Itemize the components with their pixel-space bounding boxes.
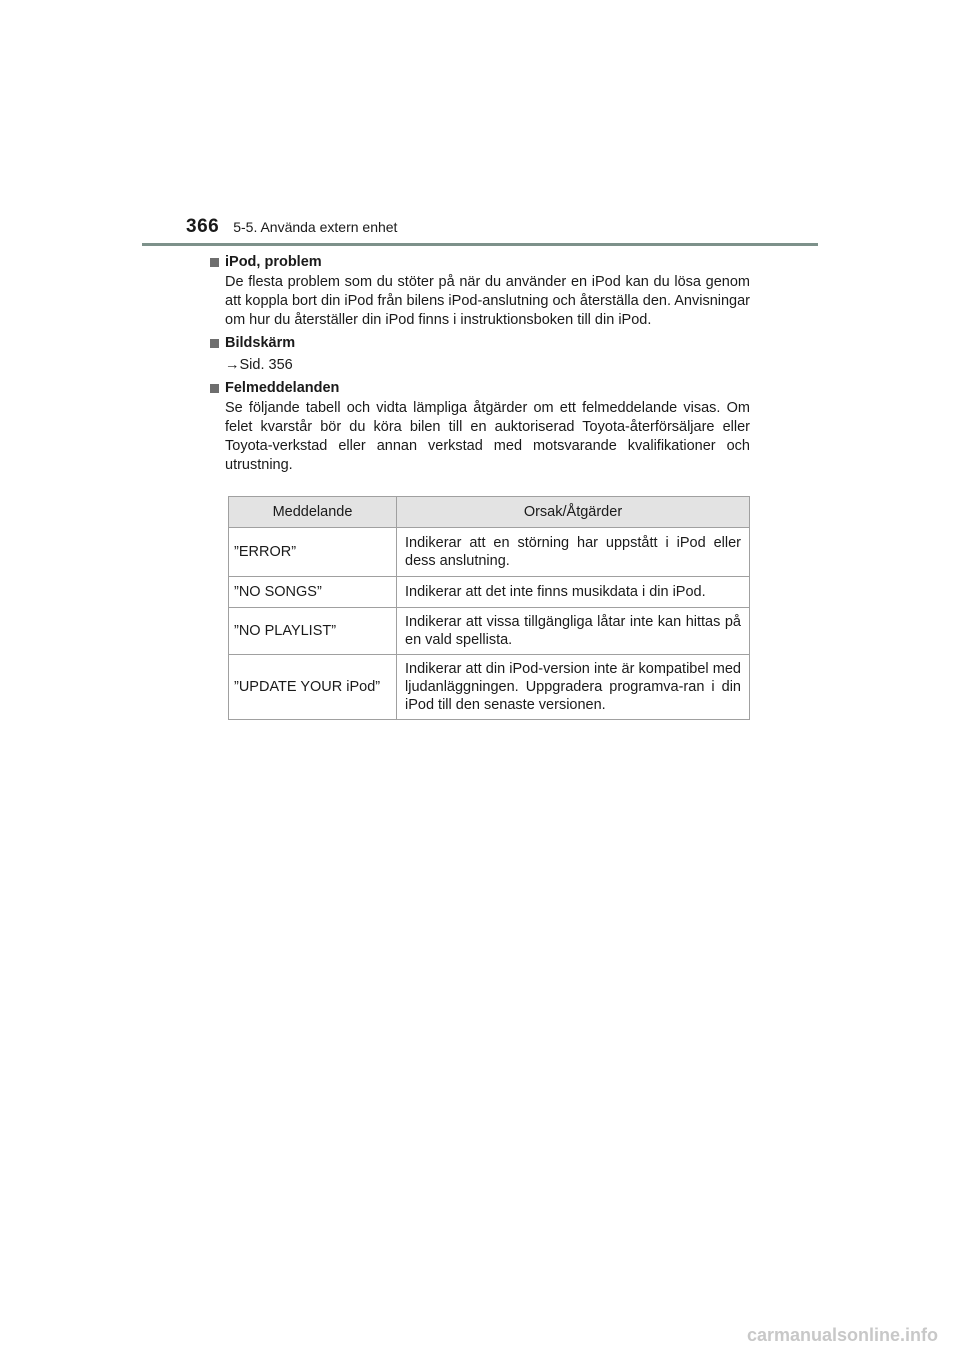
- column-header-message: Meddelande: [229, 497, 397, 528]
- message-cell: ”UPDATE YOUR iPod”: [229, 655, 397, 720]
- error-message-table: [228, 496, 750, 720]
- table-row: [229, 608, 750, 655]
- section-ipod-problem: [210, 253, 750, 330]
- column-header-action: Orsak/Åtgärder: [397, 497, 750, 528]
- table-row: [229, 655, 750, 720]
- action-cell: Indikerar att en störning har uppstått i iPod eller dess anslutning.: [397, 528, 750, 577]
- page-reference: →Sid. 356: [225, 357, 293, 373]
- message-cell: ”NO PLAYLIST”: [229, 608, 397, 655]
- header-divider: [142, 243, 818, 246]
- table-header-row: [229, 497, 750, 528]
- section-text: De flesta problem som du stöter på när du använder en iPod kan du lösa genom att koppla bort din iPod från bilens iPod-anslutning och återställa den. Anvisningar om hur du återställer din iPod finns i instruktionsboken till din iPod.: [225, 274, 750, 328]
- action-cell: Indikerar att din iPod-version inte är kompatibel med ljudanläggningen. Uppgradera programva-ran i din iPod till den senaste versionen.: [397, 655, 750, 720]
- chapter-title: 5-5. Använda extern enhet: [233, 219, 398, 235]
- message-cell: ”ERROR”: [229, 528, 397, 577]
- section-title: iPod, problem: [225, 254, 322, 270]
- square-bullet-icon: [210, 339, 219, 348]
- section-title: Felmeddelanden: [225, 380, 340, 396]
- watermark: carmanualsonline.info: [746, 1325, 938, 1345]
- section-title: Bildskärm: [225, 335, 296, 351]
- square-bullet-icon: [210, 384, 219, 393]
- page-number: 366: [186, 216, 220, 237]
- section-display: [210, 334, 750, 375]
- main-content: [210, 253, 750, 479]
- section-text: Se följande tabell och vidta lämpliga åtgärder om ett felmeddelande visas. Om felet kvarstår bör du köra bilen till en auktoriserad Toyota-återförsäljare eller Toyota-verkstad eller annan verkstad med motsvarande kvalifikationer och utrustning.: [225, 400, 750, 473]
- message-cell: ”NO SONGS”: [229, 577, 397, 608]
- square-bullet-icon: [210, 258, 219, 267]
- action-cell: Indikerar att vissa tillgängliga låtar inte kan hittas på en vald spellista.: [397, 608, 750, 655]
- section-error-messages: [210, 379, 750, 475]
- action-cell: Indikerar att det inte finns musikdata i din iPod.: [397, 577, 750, 608]
- page-header: [186, 216, 397, 242]
- table-row: [229, 577, 750, 608]
- table-row: [229, 528, 750, 577]
